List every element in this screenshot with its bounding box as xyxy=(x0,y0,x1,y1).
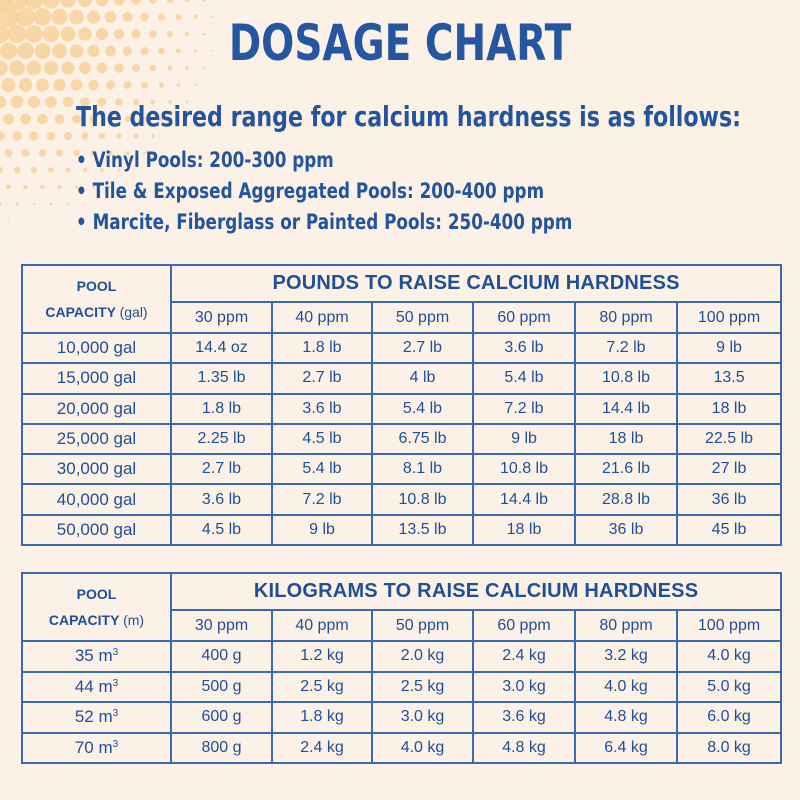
dose-value-cell: 28.8 lb xyxy=(575,484,677,514)
dose-value-cell: 500 g xyxy=(171,672,272,703)
pounds-table xyxy=(21,264,782,546)
dose-value-cell: 3.0 kg xyxy=(473,672,575,703)
capacity-cell xyxy=(22,702,171,733)
dose-value-cell: 45 lb xyxy=(677,515,781,545)
dose-value-cell: 400 g xyxy=(171,641,272,672)
dose-value-cell: 2.4 kg xyxy=(272,733,372,764)
capacity-label: CAPACITY xyxy=(48,612,120,628)
dose-value-cell: 3.6 kg xyxy=(473,702,575,733)
capacity-value: 10,000 gal xyxy=(56,338,137,358)
table-row xyxy=(22,515,781,545)
dose-value-cell: 10.8 lb xyxy=(575,363,677,393)
capacity-header xyxy=(22,265,171,333)
dose-value-cell: 4.0 kg xyxy=(575,672,677,703)
range-item-tile: • Tile & Exposed Aggregated Pools: 200-400 ppm xyxy=(76,176,572,207)
ppm-column-header: 30 ppm xyxy=(171,302,272,333)
dose-value-cell: 7.2 lb xyxy=(473,394,575,424)
dose-value-cell: 9 lb xyxy=(272,515,372,545)
dose-value-cell: 1.35 lb xyxy=(171,363,272,393)
capacity-cell xyxy=(22,672,171,703)
dose-value-cell: 5.0 kg xyxy=(677,672,781,703)
dose-value-cell: 5.4 lb xyxy=(473,363,575,393)
dose-value-cell: 1.8 lb xyxy=(171,394,272,424)
kilograms-heading: KILOGRAMS TO RAISE CALCIUM HARDNESS xyxy=(171,573,781,610)
ppm-column-header: 100 ppm xyxy=(677,610,781,641)
dose-value-cell: 9 lb xyxy=(677,333,781,363)
dose-value-cell: 2.5 kg xyxy=(372,672,473,703)
dose-value-cell: 9 lb xyxy=(473,424,575,454)
dose-value-cell: 1.8 kg xyxy=(272,702,372,733)
dose-value-cell: 13.5 lb xyxy=(372,515,473,545)
ppm-column-header: 50 ppm xyxy=(372,302,473,333)
capacity-cell xyxy=(22,424,171,454)
dose-value-cell: 2.5 kg xyxy=(272,672,372,703)
table-row xyxy=(22,733,781,764)
cubic-superscript: 3 xyxy=(112,738,119,750)
dose-value-cell: 5.4 lb xyxy=(272,454,372,484)
ppm-column-header: 80 ppm xyxy=(575,610,677,641)
ppm-column-header: 40 ppm xyxy=(272,610,372,641)
dose-value-cell: 18 lb xyxy=(575,424,677,454)
pounds-heading: POUNDS TO RAISE CALCIUM HARDNESS xyxy=(171,265,781,302)
dose-value-cell: 600 g xyxy=(171,702,272,733)
capacity-cell xyxy=(22,641,171,672)
table-row xyxy=(22,641,781,672)
capacity-cell xyxy=(22,515,171,545)
table-row xyxy=(22,363,781,393)
table-row xyxy=(22,454,781,484)
ppm-column-header: 50 ppm xyxy=(372,610,473,641)
capacity-cell xyxy=(22,333,171,363)
dose-value-cell: 2.7 lb xyxy=(372,333,473,363)
capacity-cell xyxy=(22,733,171,764)
capacity-value: 50,000 gal xyxy=(56,519,137,539)
dose-value-cell: 14.4 oz xyxy=(171,333,272,363)
dose-value-cell: 21.6 lb xyxy=(575,454,677,484)
ppm-column-header: 60 ppm xyxy=(473,610,575,641)
table-row xyxy=(22,672,781,703)
dose-value-cell: 4.0 kg xyxy=(372,733,473,764)
capacity-cell xyxy=(22,363,171,393)
table-row xyxy=(22,333,781,363)
capacity-value: 40,000 gal xyxy=(56,489,137,509)
table-row xyxy=(22,702,781,733)
dose-value-cell: 1.2 kg xyxy=(272,641,372,672)
dose-value-cell: 4.8 kg xyxy=(575,702,677,733)
capacity-cell xyxy=(22,484,171,514)
dose-value-cell: 4.5 lb xyxy=(272,424,372,454)
capacity-unit: (gal) xyxy=(119,304,148,320)
hardness-range-list xyxy=(76,145,696,238)
dose-value-cell: 6.0 kg xyxy=(677,702,781,733)
capacity-unit: (m) xyxy=(123,612,145,628)
ppm-column-header: 100 ppm xyxy=(677,302,781,333)
range-item-vinyl: • Vinyl Pools: 200-300 ppm xyxy=(76,145,572,176)
pool-label: POOL xyxy=(76,278,117,294)
dose-value-cell: 7.2 lb xyxy=(575,333,677,363)
dose-value-cell: 3.6 lb xyxy=(272,394,372,424)
capacity-value: 15,000 gal xyxy=(56,368,137,388)
capacity-value: 44 m xyxy=(74,676,113,696)
dose-value-cell: 10.8 lb xyxy=(473,454,575,484)
ppm-column-header: 60 ppm xyxy=(473,302,575,333)
range-item-marcite: • Marcite, Fiberglass or Painted Pools: 250-400 ppm xyxy=(76,207,572,238)
capacity-value: 25,000 gal xyxy=(56,429,137,449)
dose-value-cell: 2.0 kg xyxy=(372,641,473,672)
capacity-value: 52 m xyxy=(74,707,113,727)
dose-value-cell: 1.8 lb xyxy=(272,333,372,363)
dose-value-cell: 6.4 kg xyxy=(575,733,677,764)
dose-value-cell: 8.0 kg xyxy=(677,733,781,764)
dose-value-cell: 14.4 lb xyxy=(473,484,575,514)
dose-value-cell: 10.8 lb xyxy=(372,484,473,514)
subtitle: The desired range for calcium hardness is as follows: xyxy=(76,100,742,133)
cubic-superscript: 3 xyxy=(112,647,119,659)
dose-value-cell: 18 lb xyxy=(677,394,781,424)
dose-value-cell: 5.4 lb xyxy=(372,394,473,424)
dose-value-cell: 14.4 lb xyxy=(575,394,677,424)
capacity-header xyxy=(22,573,171,641)
capacity-value: 20,000 gal xyxy=(56,398,137,418)
dose-value-cell: 3.6 lb xyxy=(473,333,575,363)
dose-value-cell: 36 lb xyxy=(575,515,677,545)
capacity-value: 70 m xyxy=(74,737,113,757)
dose-value-cell: 4 lb xyxy=(372,363,473,393)
dose-value-cell: 3.0 kg xyxy=(372,702,473,733)
dose-value-cell: 4.8 kg xyxy=(473,733,575,764)
capacity-value: 35 m xyxy=(74,646,113,666)
dose-value-cell: 7.2 lb xyxy=(272,484,372,514)
dose-value-cell: 800 g xyxy=(171,733,272,764)
page-title: DOSAGE CHART xyxy=(228,14,572,72)
cubic-superscript: 3 xyxy=(112,677,119,689)
kilograms-table xyxy=(21,572,782,764)
table-row xyxy=(22,424,781,454)
capacity-cell xyxy=(22,394,171,424)
ppm-column-header: 30 ppm xyxy=(171,610,272,641)
dose-value-cell: 36 lb xyxy=(677,484,781,514)
dose-value-cell: 8.1 lb xyxy=(372,454,473,484)
dose-value-cell: 22.5 lb xyxy=(677,424,781,454)
dose-value-cell: 13.5 xyxy=(677,363,781,393)
dose-value-cell: 3.2 kg xyxy=(575,641,677,672)
capacity-label: CAPACITY xyxy=(45,304,116,320)
dose-value-cell: 18 lb xyxy=(473,515,575,545)
table-row xyxy=(22,484,781,514)
dose-value-cell: 4.5 lb xyxy=(171,515,272,545)
dose-value-cell: 2.4 kg xyxy=(473,641,575,672)
cubic-superscript: 3 xyxy=(112,708,119,720)
dose-value-cell: 3.6 lb xyxy=(171,484,272,514)
ppm-column-header: 40 ppm xyxy=(272,302,372,333)
pool-label: POOL xyxy=(76,586,117,602)
capacity-value: 30,000 gal xyxy=(56,459,137,479)
dose-value-cell: 2.7 lb xyxy=(272,363,372,393)
dose-value-cell: 2.7 lb xyxy=(171,454,272,484)
dose-value-cell: 2.25 lb xyxy=(171,424,272,454)
dose-value-cell: 4.0 kg xyxy=(677,641,781,672)
dose-value-cell: 27 lb xyxy=(677,454,781,484)
capacity-cell xyxy=(22,454,171,484)
dose-value-cell: 6.75 lb xyxy=(372,424,473,454)
table-row xyxy=(22,394,781,424)
ppm-column-header: 80 ppm xyxy=(575,302,677,333)
